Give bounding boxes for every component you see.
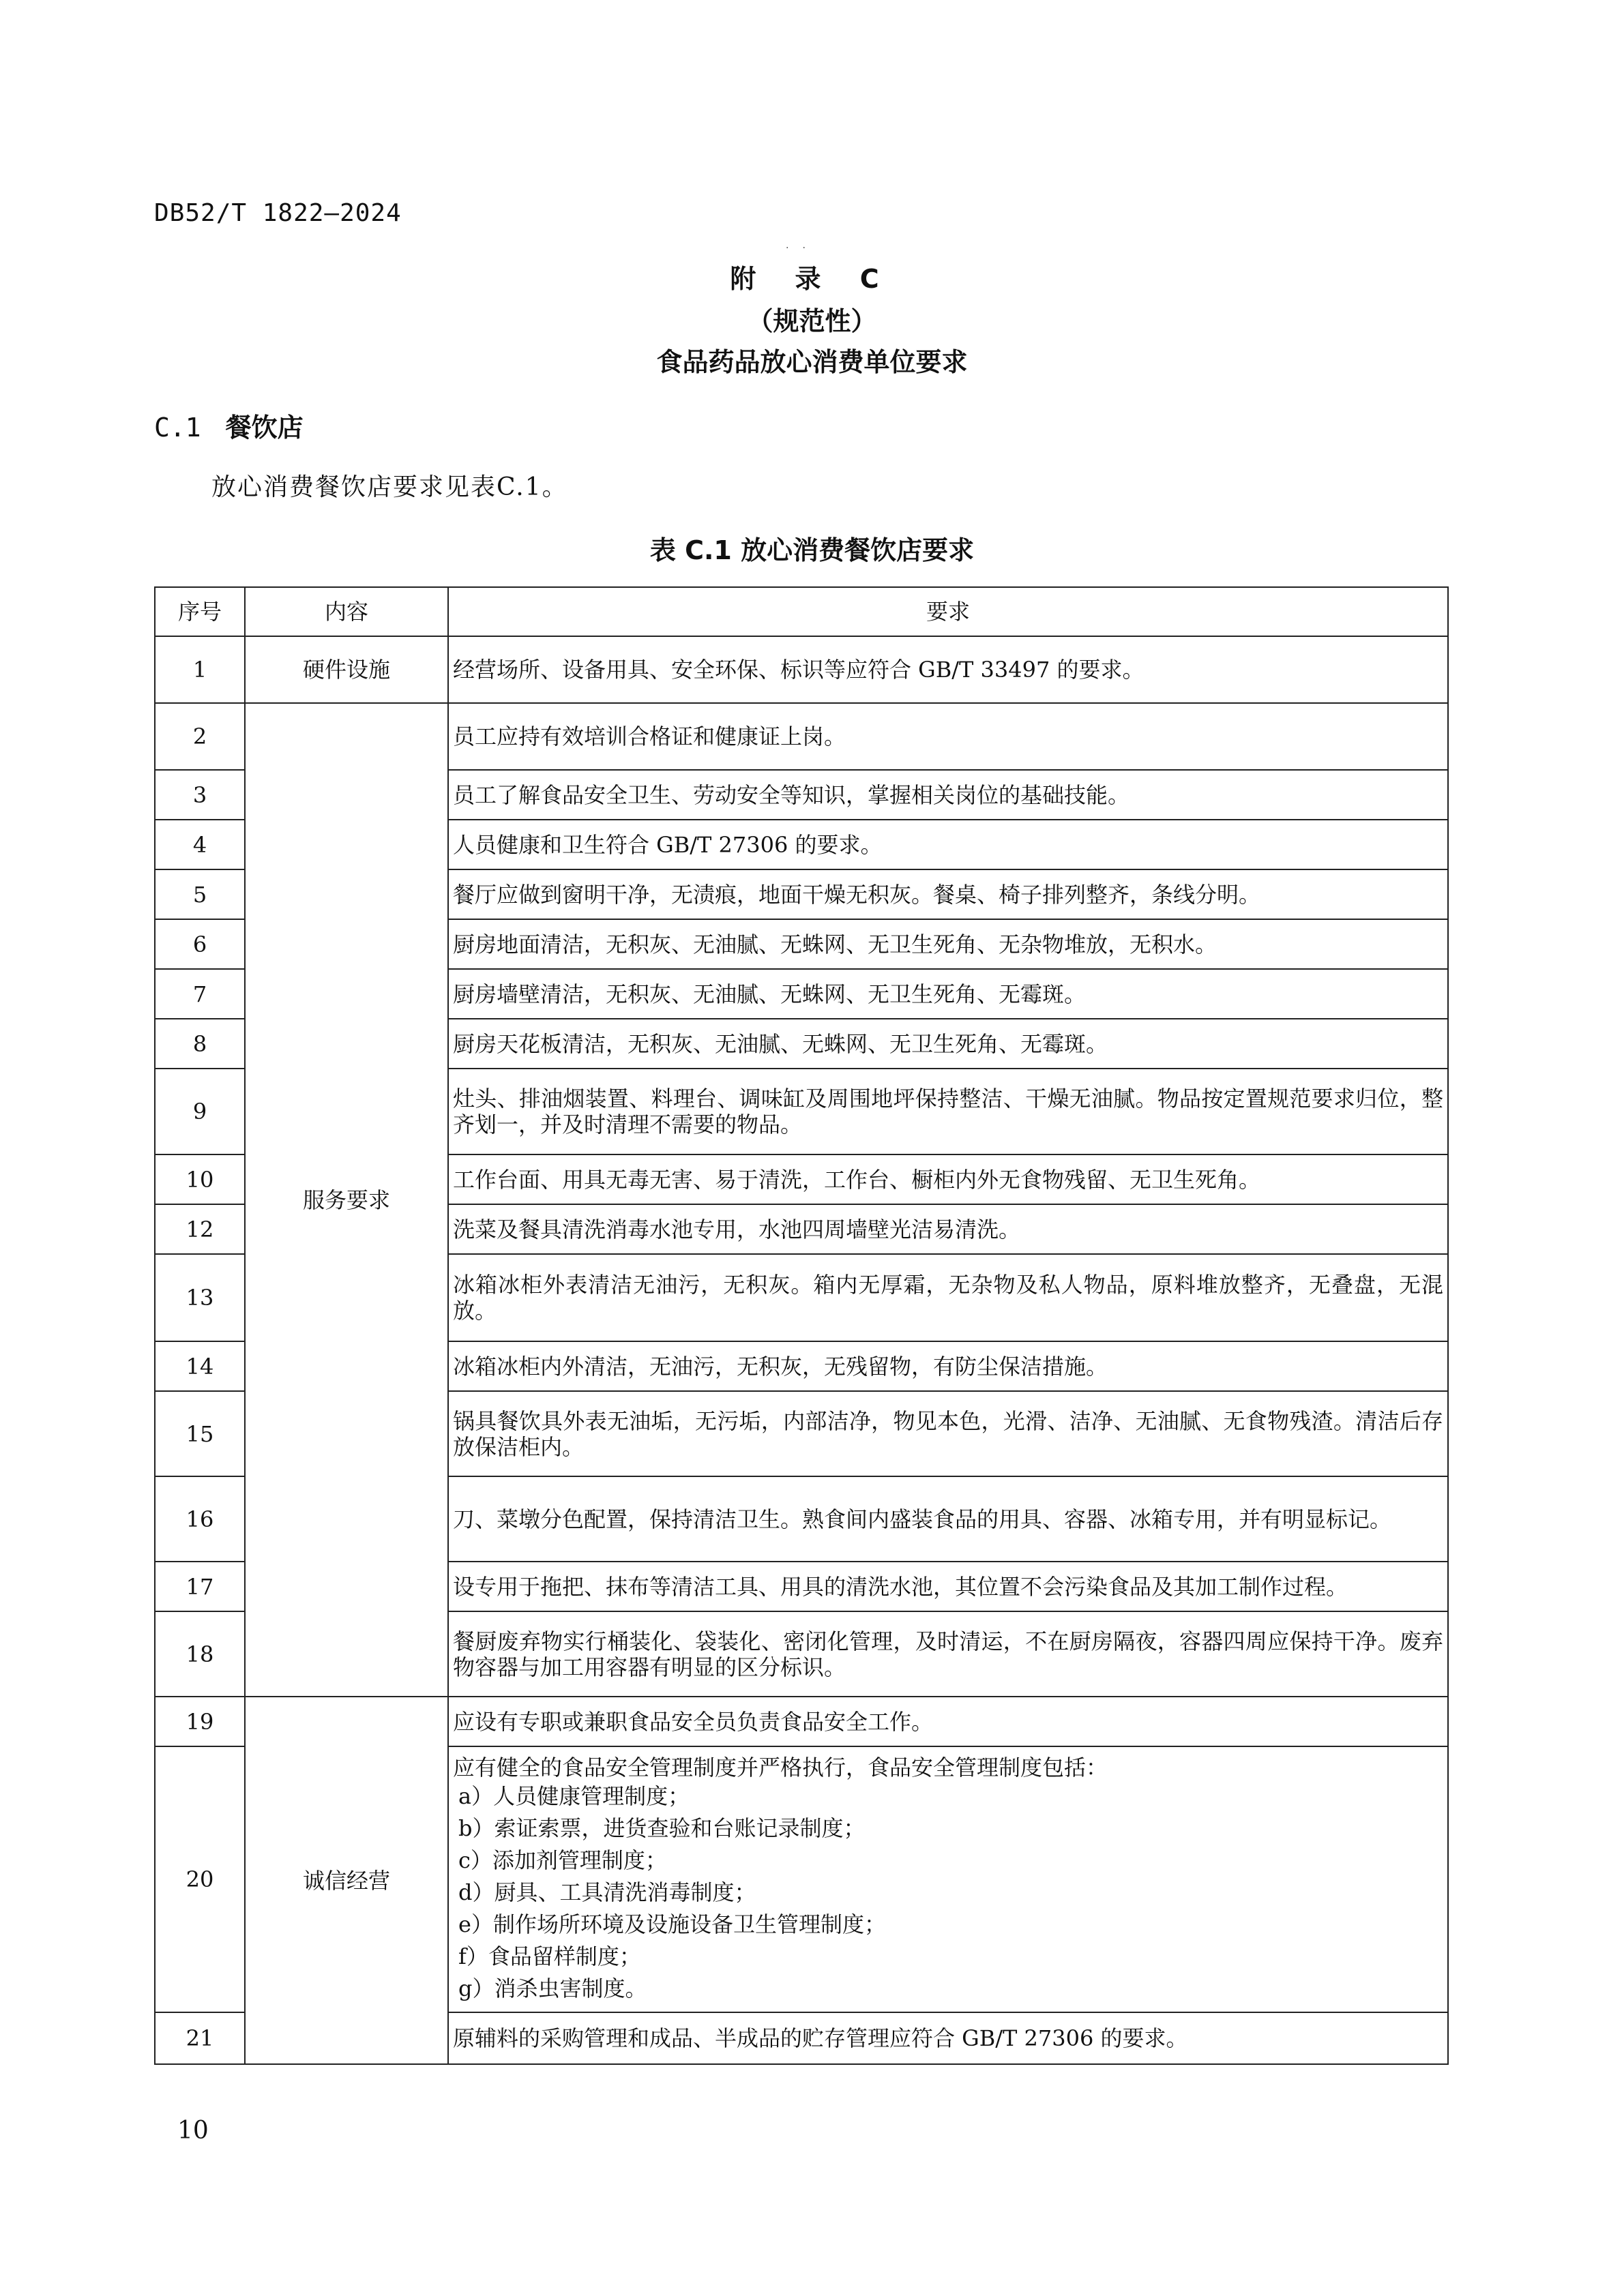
row-number: 18 <box>155 1611 245 1697</box>
row-number: 4 <box>155 820 245 869</box>
requirement-text: 厨房天花板清洁，无积灰、无油腻、无蛛网、无卫生死角、无霉斑。 <box>448 1019 1448 1069</box>
table-header-row <box>155 587 1448 636</box>
requirement-text: 灶头、排油烟装置、料理台、调味缸及周围地坪保持整洁、干燥无油腻。物品按定置规范要求归位，整齐划一，并及时清理不需要的物品。 <box>448 1069 1448 1154</box>
row-number: 2 <box>155 703 245 770</box>
row-number: 14 <box>155 1341 245 1391</box>
row-number: 15 <box>155 1391 245 1476</box>
list-item: g）消杀虫害制度。 <box>458 1975 647 2001</box>
requirement-text: 工作台面、用具无毒无害、易于清洗，工作台、橱柜内外无食物残留、无卫生死角。 <box>448 1154 1448 1204</box>
row-number: 5 <box>155 869 245 919</box>
requirement-text: 刀、菜墩分色配置，保持清洁卫生。熟食间内盛装食品的用具、容器、冰箱专用，并有明显标记。 <box>448 1476 1448 1562</box>
row-number: 21 <box>155 2012 245 2064</box>
section-number: C.1 <box>154 413 201 443</box>
requirement-text: 厨房地面清洁，无积灰、无油腻、无蛛网、无卫生死角、无杂物堆放，无积水。 <box>448 919 1448 969</box>
table-row <box>155 636 1448 703</box>
row-number: 19 <box>155 1697 245 1746</box>
list-item: b）索证索票，进货查验和台账记录制度； <box>458 1815 866 1841</box>
appendix-nature: （规范性） <box>747 306 877 336</box>
requirement-text: 员工了解食品安全卫生、劳动安全等知识，掌握相关岗位的基础技能。 <box>448 770 1448 820</box>
list-item: a）人员健康管理制度； <box>458 1783 690 1809</box>
requirement-text: 经营场所、设备用具、安全环保、标识等应符合 GB/T 33497 的要求。 <box>448 636 1448 703</box>
category-service: 服务要求 <box>245 703 448 1697</box>
row-number: 6 <box>155 919 245 969</box>
row-number: 1 <box>155 636 245 703</box>
row-number: 17 <box>155 1562 245 1611</box>
requirement-text: 员工应持有效培训合格证和健康证上岗。 <box>448 703 1448 770</box>
header-requirement: 要求 <box>448 587 1448 636</box>
row-number: 12 <box>155 1204 245 1254</box>
row-number: 13 <box>155 1254 245 1341</box>
requirement-text: 人员健康和卫生符合 GB/T 27306 的要求。 <box>448 820 1448 869</box>
requirement-text: 原辅料的采购管理和成品、半成品的贮存管理应符合 GB/T 27306 的要求。 <box>448 2012 1448 2064</box>
requirement-text: 洗菜及餐具清洗消毒水池专用，水池四周墙壁光洁易清洗。 <box>448 1204 1448 1254</box>
requirement-intro: 应有健全的食品安全管理制度并严格执行，食品安全管理制度包括： <box>453 1754 1108 1780</box>
category-hardware: 硬件设施 <box>245 636 448 703</box>
page-number: 10 <box>177 2117 209 2145</box>
category-integrity: 诚信经营 <box>245 1697 448 2064</box>
row-number: 10 <box>155 1154 245 1204</box>
header-no: 序号 <box>155 587 245 636</box>
requirement-text: 锅具餐饮具外表无油垢，无污垢，内部洁净，物见本色，光滑、洁净、无油腻、无食物残渣。清洁后存放保洁柜内。 <box>448 1391 1448 1476</box>
requirement-text: 设专用于拖把、抹布等清洁工具、用具的清洗水池，其位置不会污染食品及其加工制作过程。 <box>448 1562 1448 1611</box>
document-id: DB52/T 1822—2024 <box>154 199 402 227</box>
list-item: d）厨具、工具清洗消毒制度； <box>458 1879 756 1905</box>
list-item: c）添加剂管理制度； <box>458 1847 667 1873</box>
appendix-subject: 食品药品放心消费单位要求 <box>656 347 968 377</box>
table-row <box>155 1697 1448 1746</box>
list-item: f）食品留样制度； <box>458 1943 641 1969</box>
list-item: e）制作场所环境及设施设备卫生管理制度； <box>458 1911 886 1937</box>
row-number: 7 <box>155 969 245 1019</box>
requirement-text: 餐厨废弃物实行桶装化、袋装化、密闭化管理，及时清运，不在厨房隔夜，容器四周应保持干净。废弃物容器与加工用容器有明显的区分标识。 <box>448 1611 1448 1697</box>
requirement-text: 厨房墙壁清洁，无积灰、无油腻、无蛛网、无卫生死角、无霉斑。 <box>448 969 1448 1019</box>
row-number: 8 <box>155 1019 245 1069</box>
table-caption: 表 C.1 放心消费餐饮店要求 <box>649 535 975 565</box>
decorative-dots: .. <box>786 240 819 251</box>
section-heading <box>154 406 304 444</box>
row-number: 16 <box>155 1476 245 1562</box>
row-number: 3 <box>155 770 245 820</box>
requirement-text: 应设有专职或兼职食品安全员负责食品安全工作。 <box>448 1697 1448 1746</box>
section-paragraph: 放心消费餐饮店要求见表C.1。 <box>211 473 568 501</box>
header-content: 内容 <box>245 587 448 636</box>
requirement-text-with-list <box>448 1746 1448 2012</box>
requirement-text: 餐厅应做到窗明干净，无渍痕，地面干燥无积灰。餐桌、椅子排列整齐，条线分明。 <box>448 869 1448 919</box>
table-row <box>155 703 1448 770</box>
requirement-text: 冰箱冰柜外表清洁无油污，无积灰。箱内无厚霜，无杂物及私人物品，原料堆放整齐，无叠盘，无混放。 <box>448 1254 1448 1341</box>
row-number: 20 <box>155 1746 245 2012</box>
appendix-title: 附 录 C <box>730 264 894 294</box>
requirements-table <box>154 586 1449 2065</box>
section-title: 餐饮店 <box>225 413 304 443</box>
requirement-text: 冰箱冰柜内外清洁，无油污，无积灰，无残留物，有防尘保洁措施。 <box>448 1341 1448 1391</box>
row-number: 9 <box>155 1069 245 1154</box>
